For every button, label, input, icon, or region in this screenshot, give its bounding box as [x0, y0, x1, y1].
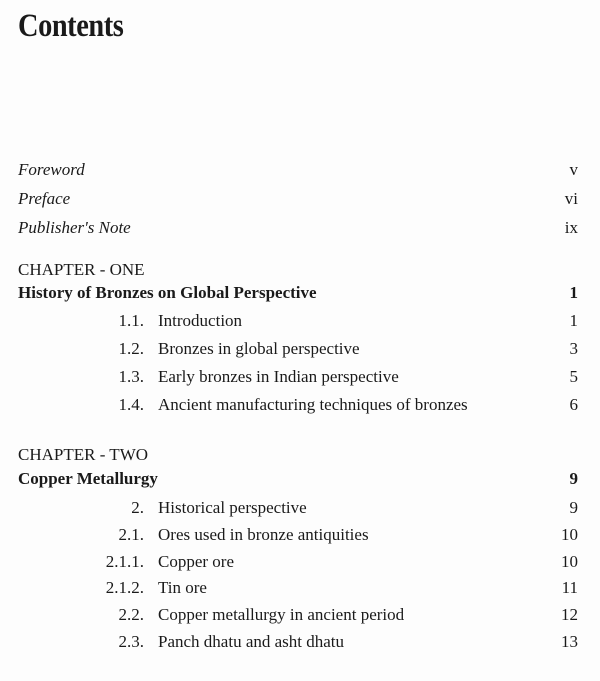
chapter-heading: CHAPTER - ONE: [18, 260, 145, 279]
chapter-title-row[interactable]: [18, 467, 578, 491]
section-number: 1.2.: [118, 339, 144, 358]
front-matter-label: Publisher's Note: [18, 218, 131, 237]
section-number: 1.4.: [118, 395, 144, 414]
section-number: 1.1.: [118, 311, 144, 330]
section-title: Ancient manufacturing techniques of bronzes: [158, 395, 468, 414]
toc-entry[interactable]: [18, 550, 578, 574]
page-number: vi: [564, 189, 578, 208]
toc-entry[interactable]: [18, 309, 578, 333]
page-number: 5: [569, 367, 578, 386]
section-title: Copper metallurgy in ancient period: [158, 605, 405, 624]
section-title: Early bronzes in Indian perspective: [158, 367, 399, 386]
section-number: 2.1.1.: [105, 552, 144, 571]
page-title: Contents: [18, 8, 124, 44]
section-title: Copper ore: [158, 552, 235, 571]
front-matter-item[interactable]: [18, 187, 578, 211]
front-matter-item[interactable]: [18, 216, 578, 240]
page-number: 9: [569, 469, 578, 488]
section-title: Historical perspective: [158, 498, 307, 517]
section-title: Bronzes in global perspective: [158, 339, 360, 358]
page-number: 6: [569, 395, 578, 414]
page-number: 9: [569, 498, 578, 517]
page-number: 1: [569, 311, 578, 330]
front-matter-label: Preface: [18, 189, 71, 208]
toc-entry[interactable]: [18, 365, 578, 389]
page-number: ix: [564, 218, 578, 237]
toc-entry[interactable]: [18, 603, 578, 627]
front-matter-item[interactable]: [18, 158, 578, 182]
section-title: Panch dhatu and asht dhatu: [158, 632, 345, 651]
page-number: v: [569, 160, 578, 179]
page-number: 13: [561, 632, 578, 651]
chapter-heading: CHAPTER - TWO: [18, 445, 149, 464]
page-number: 3: [569, 339, 578, 358]
toc-entry[interactable]: [18, 393, 578, 417]
toc-entry[interactable]: [18, 337, 578, 361]
section-number: 2.2.: [118, 605, 144, 624]
section-number: 2.3.: [118, 632, 144, 651]
section-title: Tin ore: [158, 578, 207, 597]
page-number: 1: [569, 283, 578, 302]
toc-entry[interactable]: [18, 576, 578, 600]
section-number: 2.1.2.: [105, 578, 144, 597]
chapter-title-row[interactable]: [18, 281, 578, 305]
toc-entry[interactable]: [18, 496, 578, 520]
section-title: Ores used in bronze antiquities: [158, 525, 369, 544]
section-number: 1.3.: [118, 367, 144, 386]
front-matter-label: Foreword: [18, 160, 85, 179]
toc-entry[interactable]: [18, 630, 578, 654]
chapter-title: Copper Metallurgy: [18, 469, 158, 488]
section-number: 2.: [131, 498, 144, 517]
page-number: 11: [561, 578, 578, 597]
page-number: 10: [561, 552, 578, 571]
section-title: Introduction: [158, 311, 243, 330]
toc-entry[interactable]: [18, 523, 578, 547]
page-number: 12: [561, 605, 578, 624]
section-number: 2.1.: [118, 525, 144, 544]
page-number: 10: [561, 525, 578, 544]
chapter-title: History of Bronzes on Global Perspective: [18, 283, 317, 302]
